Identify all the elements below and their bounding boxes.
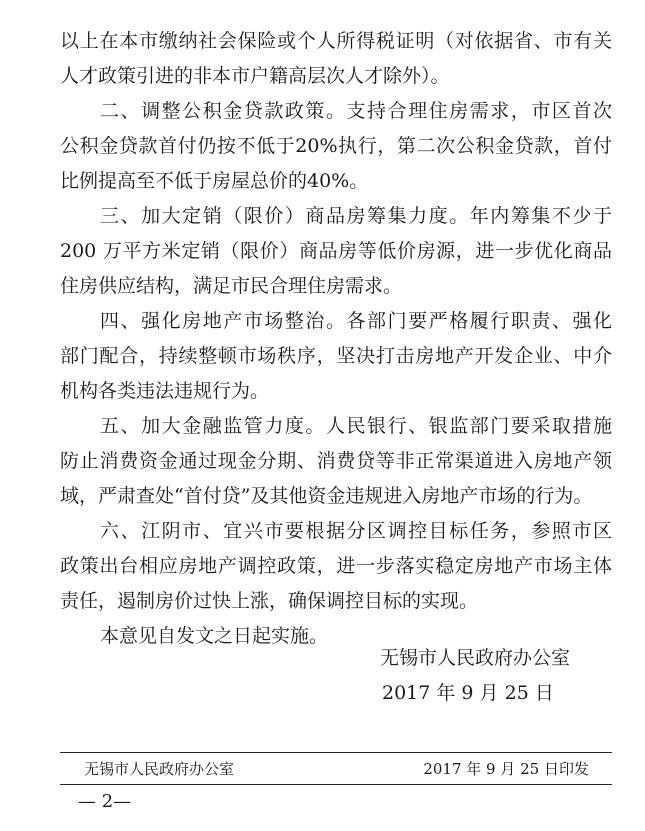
paragraph-6-start: 六、江阴市、宜兴市要根据分区调控目标任务，参照市区 — [100, 520, 612, 542]
body-line: 部门配合，持续整顿市场秩序，坚决打击房地产开发企业、中介 — [60, 345, 612, 367]
paragraph-2-start: 二、调整公积金贷款政策。支持合理住房需求，市区首次 — [100, 100, 612, 122]
footer-print-date: 2017 年 9 月 25 日印发 — [423, 760, 589, 778]
footer-rule-top — [60, 752, 612, 753]
footer-issuer: 无锡市人民政府办公室 — [84, 760, 235, 778]
body-line: 住房供应结构，满足市民合理住房需求。 — [60, 275, 403, 297]
body-line: 比例提高至不低于房屋总价的40%。 — [60, 170, 369, 192]
footer-rule-bottom — [60, 784, 612, 785]
document-body — [60, 28, 612, 658]
body-line: 机构各类违法违规行为。 — [60, 380, 270, 402]
signature-date: 2017 年 9 月 25 日 — [382, 682, 554, 704]
effective-date-statement: 本意见自发文之日起实施。 — [100, 625, 329, 647]
body-line: 域，严肃查处“首付贷”及其他资金违规进入房地产市场的行为。 — [60, 485, 593, 507]
paragraph-3-start: 三、加大定销（限价）商品房筹集力度。年内筹集不少于 — [100, 205, 612, 227]
body-line: 人才政策引进的非本市户籍高层次人才除外）。 — [60, 65, 450, 87]
body-line: 政策出台相应房地产调控政策，进一步落实稳定房地产市场主体 — [60, 555, 612, 577]
body-line: 200 万平方米定销（限价）商品房等低价房源，进一步优化商品 — [60, 240, 612, 262]
signature-org: 无锡市人民政府办公室 — [380, 647, 571, 669]
body-line: 以上在本市缴纳社会保险或个人所得税证明（对依据省、市有关 — [60, 30, 612, 52]
page-number: — 2— — [78, 791, 132, 812]
body-line: 公积金贷款首付仍按不低于20%执行，第二次公积金贷款，首付 — [60, 135, 612, 157]
body-line: 防止消费资金通过现金分期、消费贷等非正常渠道进入房地产领 — [60, 450, 612, 472]
paragraph-5-start: 五、加大金融监管力度。人民银行、银监部门要采取措施 — [100, 415, 612, 437]
body-line: 责任，遏制房价过快上涨，确保调控目标的实现。 — [60, 590, 479, 612]
paragraph-4-start: 四、强化房地产市场整治。各部门要严格履行职责、强化 — [100, 310, 612, 332]
